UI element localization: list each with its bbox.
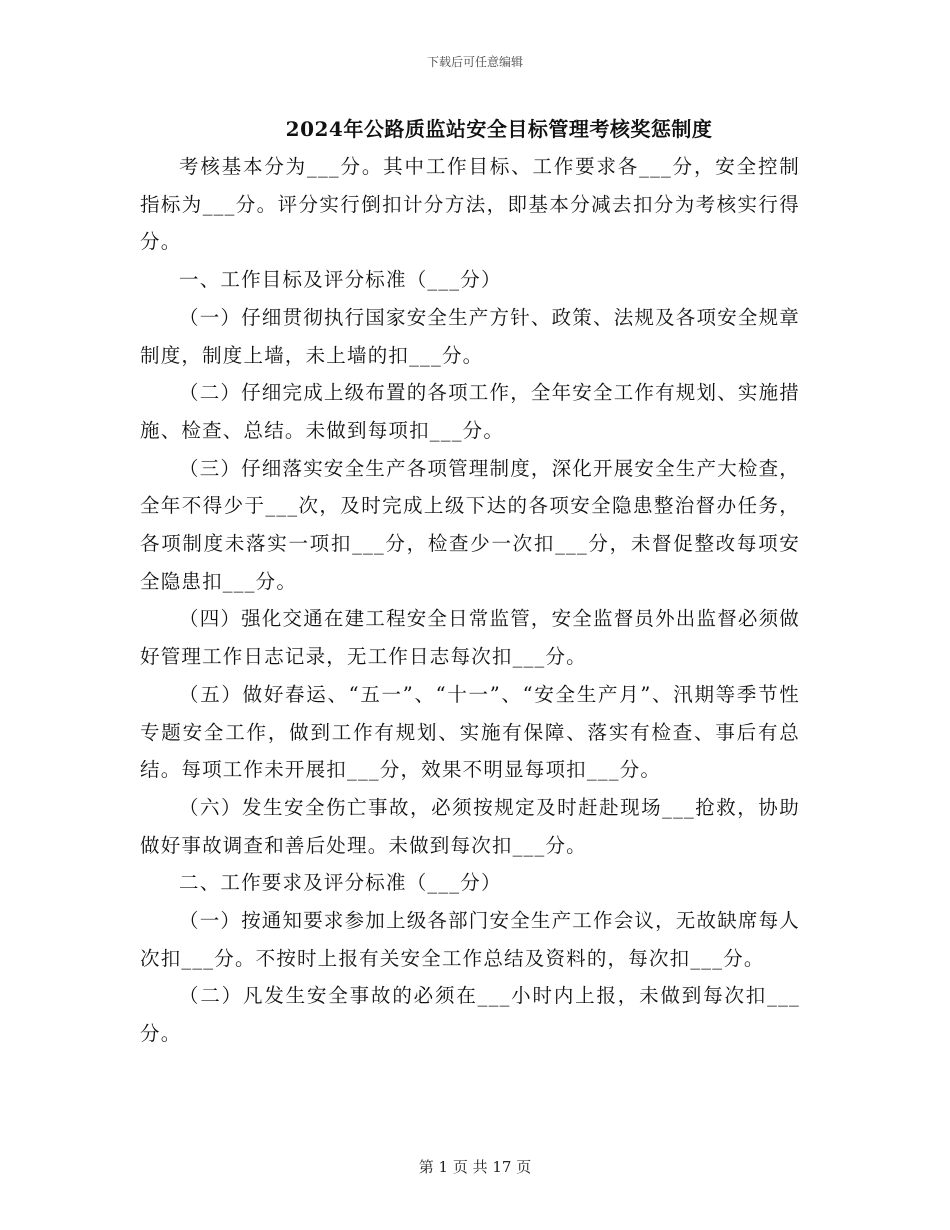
paragraph-1-2: （二）仔细完成上级布置的各项工作，全年安全工作有规划、实施措施、检查、总结。未做到每项扣___分。	[140, 381, 801, 442]
paragraph-1-3: （三）仔细落实安全生产各项管理制度，深化开展安全生产大检查，全年不得少于___次，及时完成上级下达的各项安全隐患整治督办任务，各项制度未落实一项扣___分，检查少一次扣___分，未督促整改每项安全隐患扣___分。	[140, 456, 801, 593]
section-heading-2: 二、工作要求及评分标准（___分）	[179, 871, 502, 895]
header-note: 下载后可任意编辑	[426, 55, 523, 69]
document-body	[140, 148, 800, 1053]
paragraph-1-1: （一）仔细贯彻执行国家安全生产方针、政策、法规及各项安全规章制度，制度上墙，未上墙的扣___分。	[140, 305, 801, 367]
paragraph-1-4: （四）强化交通在建工程安全日常监管，安全监督员外出监督必须做好管理工作日志记录，无工作日志每次扣___分。	[140, 607, 801, 669]
paragraph-1-6: （六）发生安全伤亡事故，必须按规定及时赶赴现场___抢救，协助做好事故调查和善后处理。未做到每次扣___分。	[140, 795, 800, 857]
page-number-footer: 第 1 页 共 17 页	[418, 1158, 532, 1176]
paragraph-intro: 考核基本分为___分。其中工作目标、工作要求各___分，安全控制指标为___分。评分实行倒扣计分方法，即基本分减去扣分为考核实行得分。	[140, 155, 800, 254]
paragraph-1-5: （五）做好春运、“五一”、“十一”、“安全生产月”、汛期等季节性专题安全工作，做到工作有规划、实施有保障、落实有检查、事后有总结。每项工作未开展扣___分，效果不明显每项扣___分。	[140, 682, 800, 782]
paragraph-2-1: （一）按通知要求参加上级各部门安全生产工作会议，无故缺席每人次扣___分。不按时上报有关安全工作总结及资料的，每次扣___分。	[140, 909, 801, 970]
document-title: 2024年公路质监站安全目标管理考核奖惩制度	[285, 117, 713, 141]
paragraph-2-2: （二）凡发生安全事故的必须在___小时内上报，未做到每次扣___分。	[140, 984, 800, 1046]
section-heading-1: 一、工作目标及评分标准（___分）	[179, 268, 502, 292]
